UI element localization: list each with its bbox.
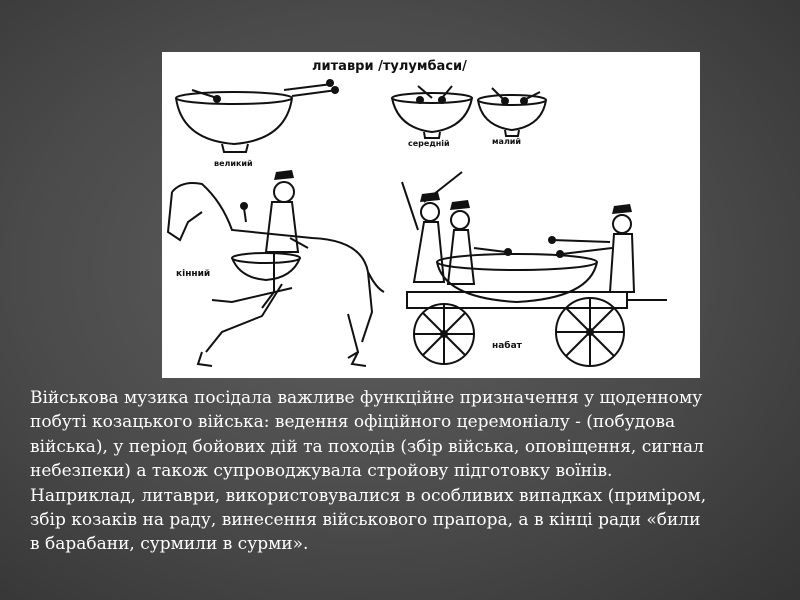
small-drum-label: малий <box>492 137 522 146</box>
drum-cart <box>402 172 667 366</box>
mounted-drummer <box>168 170 384 366</box>
caption-text: Військова музика посідала важливе функційне призначення у щоденному побуті козацького війська: ведення офіційного церемоніалу - (побудова війська), у період бойових дій та походів (збір війська, оповіщення, сигнал небезпеки) а також супроводжувала стройову підготовку воїнів. Наприклад, литаври, використовувалися в особливих випадках (приміром, збір козаків на раду, винесення військового прапора, а в кінці ради «били в барабани, сурмили в сурми». <box>30 388 707 555</box>
medium-drum <box>392 86 472 138</box>
small-drum <box>478 88 546 136</box>
medium-drum-label: середній <box>408 139 450 148</box>
large-drum-label: великий <box>214 159 253 168</box>
illustration-title: литаври /тулумбаси/ <box>312 59 467 74</box>
kettledrums-illustration <box>162 52 700 378</box>
cart-label: набат <box>492 341 522 351</box>
illustration-frame <box>162 52 700 378</box>
large-drum <box>176 79 339 152</box>
rider-label: кінний <box>176 269 211 279</box>
